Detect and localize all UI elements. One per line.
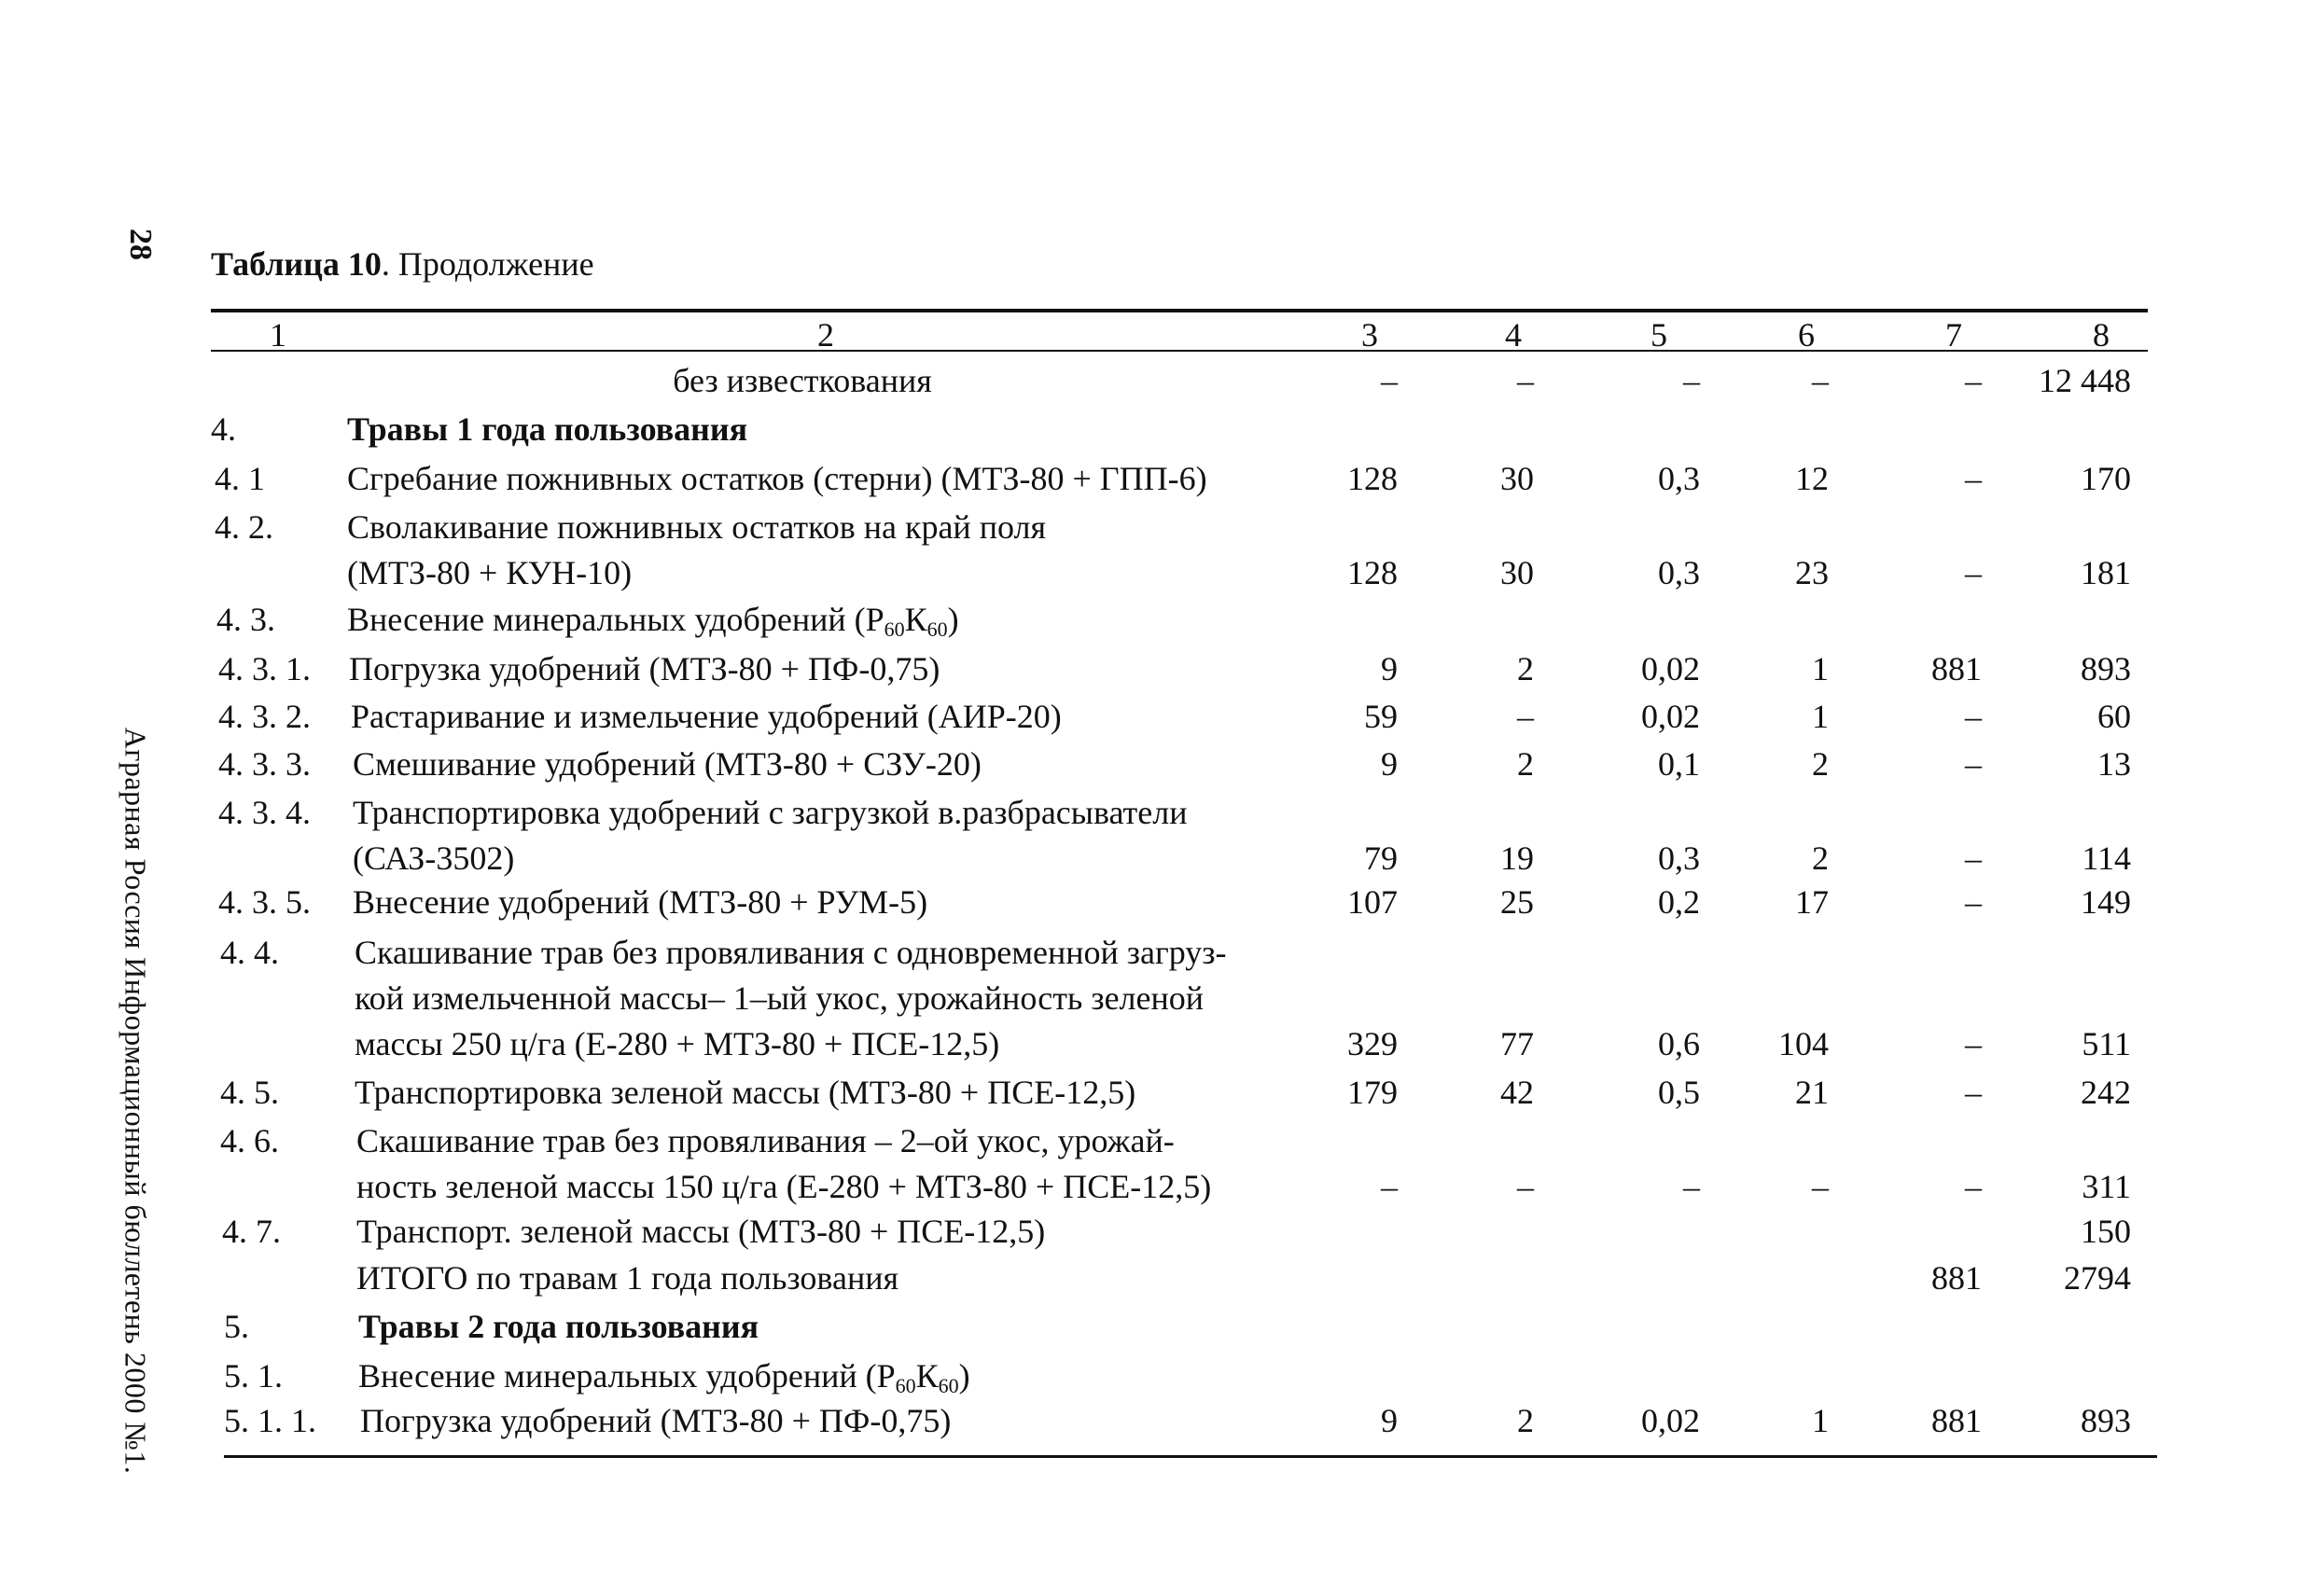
cell-c7: – bbox=[1965, 883, 1982, 921]
row-description: Погрузка удобрений (МТЗ-80 + ПФ-0,75) bbox=[360, 1402, 952, 1439]
description-part: К bbox=[915, 1357, 939, 1395]
cell-c5: 0,3 bbox=[1658, 554, 1700, 591]
cell-c3: – bbox=[1381, 1168, 1398, 1205]
cell-c4: – bbox=[1517, 362, 1534, 399]
description-part: Внесение минеральных удобрений (Р bbox=[347, 601, 884, 638]
subscript: 60 bbox=[926, 618, 948, 641]
cell-c5: 0,3 bbox=[1658, 840, 1700, 877]
cell-c3: 9 bbox=[1381, 1402, 1398, 1439]
row-description: Сгребание пожнивных остатков (стерни) (МТЗ-80 + ГПП-6) bbox=[347, 460, 1207, 497]
header-col-7: 7 bbox=[1945, 316, 1962, 354]
page-number: 28 bbox=[123, 229, 158, 260]
header-col-8: 8 bbox=[2093, 316, 2110, 354]
row-description: Транспортировка удобрений с загрузкой в.разбрасыватели bbox=[353, 794, 1188, 831]
cell-c7: – bbox=[1965, 745, 1982, 783]
row-number: 4. 5. bbox=[220, 1074, 279, 1111]
cell-c4: – bbox=[1517, 1168, 1534, 1205]
cell-c4: 2 bbox=[1517, 745, 1534, 783]
cell-c3: 9 bbox=[1381, 745, 1398, 783]
cell-c4: 30 bbox=[1500, 554, 1534, 591]
row-number: 4. 3. 2. bbox=[218, 698, 311, 735]
cell-c3: 128 bbox=[1347, 460, 1398, 497]
cell-c8: 150 bbox=[2081, 1213, 2131, 1250]
cell-c3: 179 bbox=[1347, 1074, 1398, 1111]
table-bottom-rule bbox=[224, 1455, 2157, 1458]
cell-c5: 0,2 bbox=[1658, 883, 1700, 921]
cell-c3: 329 bbox=[1347, 1025, 1398, 1062]
row-description bbox=[347, 601, 959, 641]
cell-c6: 1 bbox=[1812, 650, 1829, 687]
row-description: (МТЗ-80 + КУН-10) bbox=[347, 554, 633, 591]
table-title-number: Таблица 10 bbox=[211, 245, 382, 283]
cell-c5: 0,1 bbox=[1658, 745, 1700, 783]
row-number: 4. 3. 1. bbox=[218, 650, 311, 687]
description-part: ) bbox=[958, 1357, 970, 1395]
row-description bbox=[358, 1357, 970, 1395]
cell-c3: 79 bbox=[1364, 840, 1398, 877]
cell-c7: – bbox=[1965, 362, 1982, 399]
header-col-5: 5 bbox=[1650, 316, 1667, 354]
row-number: 4. 3. 4. bbox=[218, 794, 311, 831]
cell-c3: – bbox=[1381, 362, 1398, 399]
row-number: 4. bbox=[211, 410, 236, 448]
cell-c8: 12 448 bbox=[2039, 362, 2131, 399]
cell-c6: 1 bbox=[1812, 698, 1829, 735]
row-description: кой измельченной массы– 1–ый укос, урожайность зеленой bbox=[355, 979, 1205, 1017]
row-description: Смешивание удобрений (МТЗ-80 + СЗУ-20) bbox=[353, 745, 982, 783]
header-col-2: 2 bbox=[817, 316, 834, 354]
cell-c8: 149 bbox=[2081, 883, 2131, 921]
row-description: (САЗ-3502) bbox=[353, 840, 515, 877]
cell-c8: 311 bbox=[2082, 1168, 2131, 1205]
subscript: 60 bbox=[938, 1374, 959, 1397]
cell-c7: – bbox=[1965, 460, 1982, 497]
row-number: 5. 1. bbox=[224, 1357, 283, 1395]
cell-c3: 107 bbox=[1347, 883, 1398, 921]
header-col-6: 6 bbox=[1798, 316, 1815, 354]
row-number: 4. 4. bbox=[220, 934, 279, 971]
cell-c7: – bbox=[1965, 1168, 1982, 1205]
cell-c7: – bbox=[1965, 1074, 1982, 1111]
cell-c4: 2 bbox=[1517, 1402, 1534, 1439]
description-part: Внесение минеральных удобрений (Р bbox=[358, 1357, 896, 1395]
row-number: 4. 6. bbox=[220, 1122, 279, 1159]
cell-c4: 2 bbox=[1517, 650, 1534, 687]
table-title-suffix: . Продолжение bbox=[381, 245, 594, 283]
cell-c6: 23 bbox=[1795, 554, 1829, 591]
cell-c4: 77 bbox=[1500, 1025, 1534, 1062]
row-number: 4. 1 bbox=[215, 460, 265, 497]
cell-c5: 0,02 bbox=[1641, 698, 1700, 735]
row-description: массы 250 ц/га (Е-280 + МТЗ-80 + ПСЕ-12,5) bbox=[355, 1025, 1000, 1062]
cell-c8: 60 bbox=[2097, 698, 2131, 735]
cell-c7: – bbox=[1965, 840, 1982, 877]
cell-c6: – bbox=[1812, 1168, 1829, 1205]
cell-c8: 114 bbox=[2082, 840, 2131, 877]
header-col-4: 4 bbox=[1505, 316, 1522, 354]
row-number: 4. 3. 5. bbox=[218, 883, 311, 921]
cell-c4: – bbox=[1517, 698, 1534, 735]
subscript: 60 bbox=[884, 618, 905, 641]
cell-c6: 104 bbox=[1778, 1025, 1829, 1062]
cell-c7: 881 bbox=[1931, 650, 1982, 687]
row-number: 4. 7. bbox=[222, 1213, 281, 1250]
cell-c6: 21 bbox=[1795, 1074, 1829, 1111]
row-description: Скашивание трав без провяливания с одновременной загруз- bbox=[355, 934, 1227, 971]
description-part: ) bbox=[947, 601, 959, 638]
cell-c8: 181 bbox=[2081, 554, 2131, 591]
row-description: Транспортировка зеленой массы (МТЗ-80 + ПСЕ-12,5) bbox=[355, 1074, 1136, 1111]
row-description: Транспорт. зеленой массы (МТЗ-80 + ПСЕ-12,5) bbox=[356, 1213, 1046, 1250]
cell-c6: 17 bbox=[1795, 883, 1829, 921]
cell-c6: 12 bbox=[1795, 460, 1829, 497]
cell-c8: 170 bbox=[2081, 460, 2131, 497]
cell-c7: 881 bbox=[1931, 1259, 1982, 1297]
row-description: Травы 2 года пользования bbox=[358, 1308, 759, 1345]
row-description: Скашивание трав без провяливания – 2–ой укос, урожай- bbox=[356, 1122, 1175, 1159]
cell-c7: – bbox=[1965, 1025, 1982, 1062]
header-col-1: 1 bbox=[270, 316, 286, 354]
cell-c6: 2 bbox=[1812, 745, 1829, 783]
cell-c3: 9 bbox=[1381, 650, 1398, 687]
row-number: 4. 3. 3. bbox=[218, 745, 311, 783]
cell-c6: 1 bbox=[1812, 1402, 1829, 1439]
cell-c8: 511 bbox=[2082, 1025, 2131, 1062]
row-description: Травы 1 года пользования bbox=[347, 410, 748, 448]
cell-c8: 2794 bbox=[2064, 1259, 2131, 1297]
subscript: 60 bbox=[895, 1374, 916, 1397]
cell-c3: 128 bbox=[1347, 554, 1398, 591]
cell-c5: – bbox=[1683, 362, 1700, 399]
header-bottom-rule bbox=[211, 350, 2148, 352]
row-description: Растаривание и измельчение удобрений (АИР-20) bbox=[351, 698, 1062, 735]
cell-c7: – bbox=[1965, 698, 1982, 735]
cell-c5: 0,5 bbox=[1658, 1074, 1700, 1111]
cell-c8: 893 bbox=[2081, 1402, 2131, 1439]
cell-c8: 893 bbox=[2081, 650, 2131, 687]
row-description: Сволакивание пожнивных остатков на край поля bbox=[347, 508, 1047, 546]
cell-c4: 25 bbox=[1500, 883, 1534, 921]
row-number: 4. 2. bbox=[215, 508, 273, 546]
cell-c3: 59 bbox=[1364, 698, 1398, 735]
cell-c5: 0,02 bbox=[1641, 650, 1700, 687]
cell-c6: – bbox=[1812, 362, 1829, 399]
cell-c7: 881 bbox=[1931, 1402, 1982, 1439]
row-number: 4. 3. bbox=[216, 601, 275, 638]
table-title bbox=[211, 244, 594, 284]
cell-c5: 0,02 bbox=[1641, 1402, 1700, 1439]
table-top-rule bbox=[211, 309, 2148, 312]
cell-c4: 19 bbox=[1500, 840, 1534, 877]
row-description: Внесение удобрений (МТЗ-80 + РУМ-5) bbox=[353, 883, 928, 921]
cell-c4: 42 bbox=[1500, 1074, 1534, 1111]
cell-c5: 0,6 bbox=[1658, 1025, 1700, 1062]
description-part: К bbox=[904, 601, 927, 638]
cell-c6: 2 bbox=[1812, 840, 1829, 877]
cell-c5: 0,3 bbox=[1658, 460, 1700, 497]
cell-c5: – bbox=[1683, 1168, 1700, 1205]
row-description: без известкования bbox=[673, 362, 932, 399]
cell-c4: 30 bbox=[1500, 460, 1534, 497]
cell-c7: – bbox=[1965, 554, 1982, 591]
journal-caption: Аграрная Россия Информационный бюллетень 2000 №1. bbox=[118, 727, 153, 1475]
header-col-3: 3 bbox=[1361, 316, 1378, 354]
row-number: 5. 1. 1. bbox=[224, 1402, 316, 1439]
cell-c8: 13 bbox=[2097, 745, 2131, 783]
row-number: 5. bbox=[224, 1308, 249, 1345]
row-description: ИТОГО по травам 1 года пользования bbox=[356, 1259, 899, 1297]
row-description: ность зеленой массы 150 ц/га (Е-280 + МТЗ-80 + ПСЕ-12,5) bbox=[356, 1168, 1212, 1205]
cell-c8: 242 bbox=[2081, 1074, 2131, 1111]
row-description: Погрузка удобрений (МТЗ-80 + ПФ-0,75) bbox=[349, 650, 940, 687]
